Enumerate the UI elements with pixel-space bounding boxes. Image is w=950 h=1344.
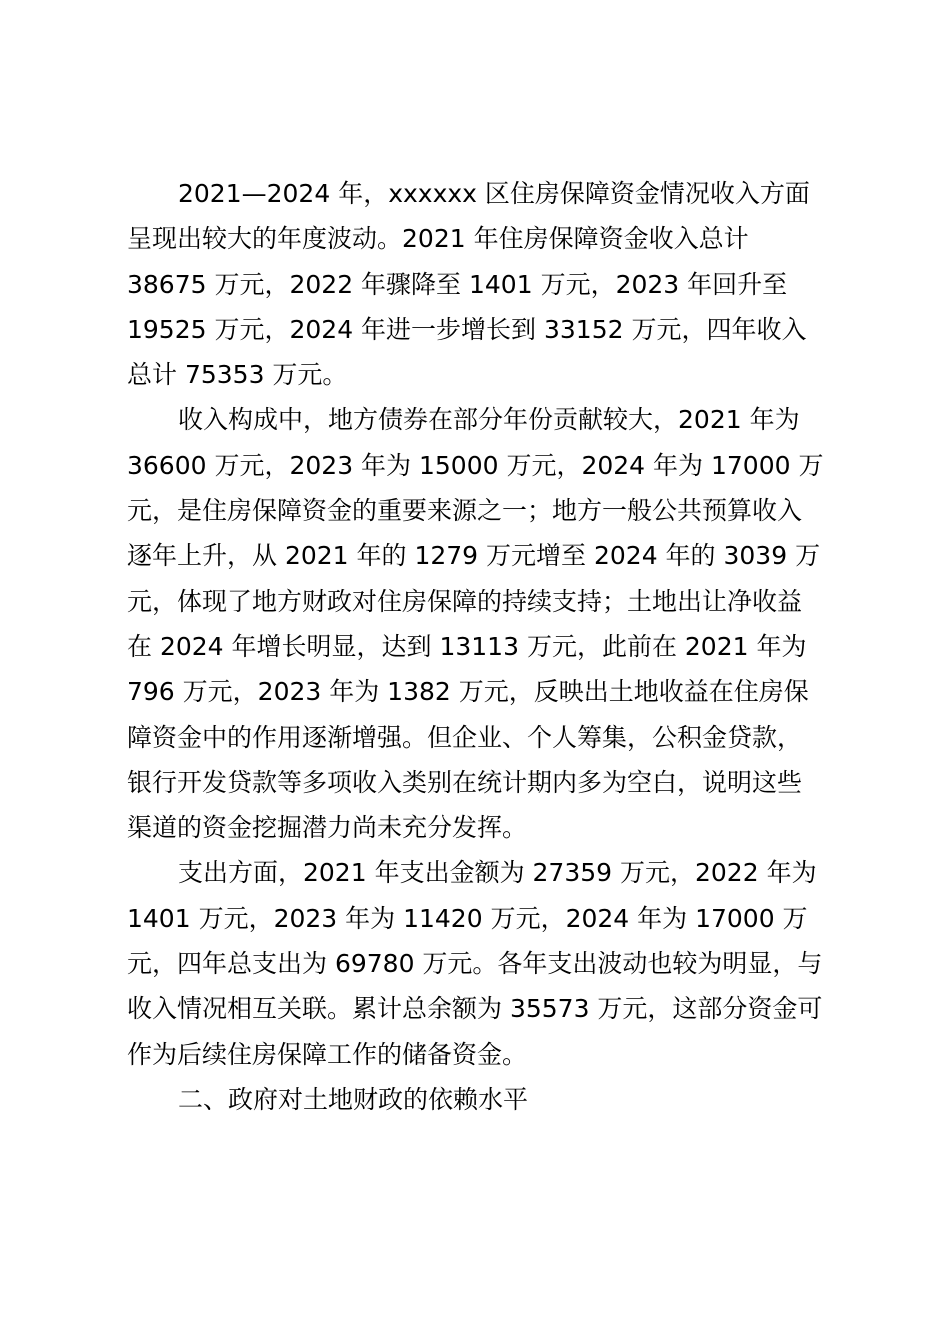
text-line: 支出方面，2021 年支出金额为 27359 万元，2022 年为 <box>178 858 817 888</box>
text-line: 渠道的资金挖掘潜力尚未充分发挥。 <box>127 813 528 843</box>
text-line: 元，是住房保障资金的重要来源之一；地方一般公共预算收入 <box>127 496 803 526</box>
paragraph-expenditure <box>127 850 832 1076</box>
text-line: 796 万元，2023 年为 1382 万元，反映出土地收益在住房保 <box>127 677 809 707</box>
document-body <box>127 171 832 1122</box>
text-line: 38675 万元，2022 年骤降至 1401 万元，2023 年回升至 <box>127 269 788 299</box>
text-line: 36600 万元，2023 年为 15000 万元，2024 年为 17000 万 <box>127 450 824 480</box>
paragraph-income-composition <box>127 397 832 850</box>
paragraph-income-overview <box>127 171 832 397</box>
text-line: 在 2024 年增长明显，达到 13113 万元，此前在 2021 年为 <box>127 631 807 661</box>
text-line: 1401 万元，2023 年为 11420 万元，2024 年为 17000 万 <box>127 903 808 933</box>
text-line: 收入情况相互关联。累计总余额为 35573 万元，这部分资金可 <box>127 994 823 1024</box>
text-line: 障资金中的作用逐渐增强。但企业、个人筹集，公积金贷款， <box>127 722 803 752</box>
text-line: 作为后续住房保障工作的储备资金。 <box>127 1039 528 1069</box>
text-line: 元，四年总支出为 69780 万元。各年支出波动也较为明显，与 <box>127 949 823 979</box>
text-line: 2021—2024 年，xxxxxx 区住房保障资金情况收入方面 <box>178 179 810 208</box>
text-line: 元，体现了地方财政对住房保障的持续支持；土地出让净收益 <box>127 586 803 616</box>
section-heading: 二、政府对土地财政的依赖水平 <box>178 1084 529 1114</box>
text-line: 总计 75353 万元。 <box>127 360 348 390</box>
text-line: 收入构成中，地方债券在部分年份贡献较大，2021 年为 <box>178 405 800 435</box>
text-line: 逐年上升，从 2021 年的 1279 万元增至 2024 年的 3039 万 <box>127 541 821 571</box>
text-line: 银行开发贷款等多项收入类别在统计期内多为空白，说明这些 <box>127 767 803 797</box>
text-line: 19525 万元，2024 年进一步增长到 33152 万元，四年收入 <box>127 314 807 344</box>
text-line: 呈现出较大的年度波动。2021 年住房保障资金收入总计 <box>127 224 749 254</box>
